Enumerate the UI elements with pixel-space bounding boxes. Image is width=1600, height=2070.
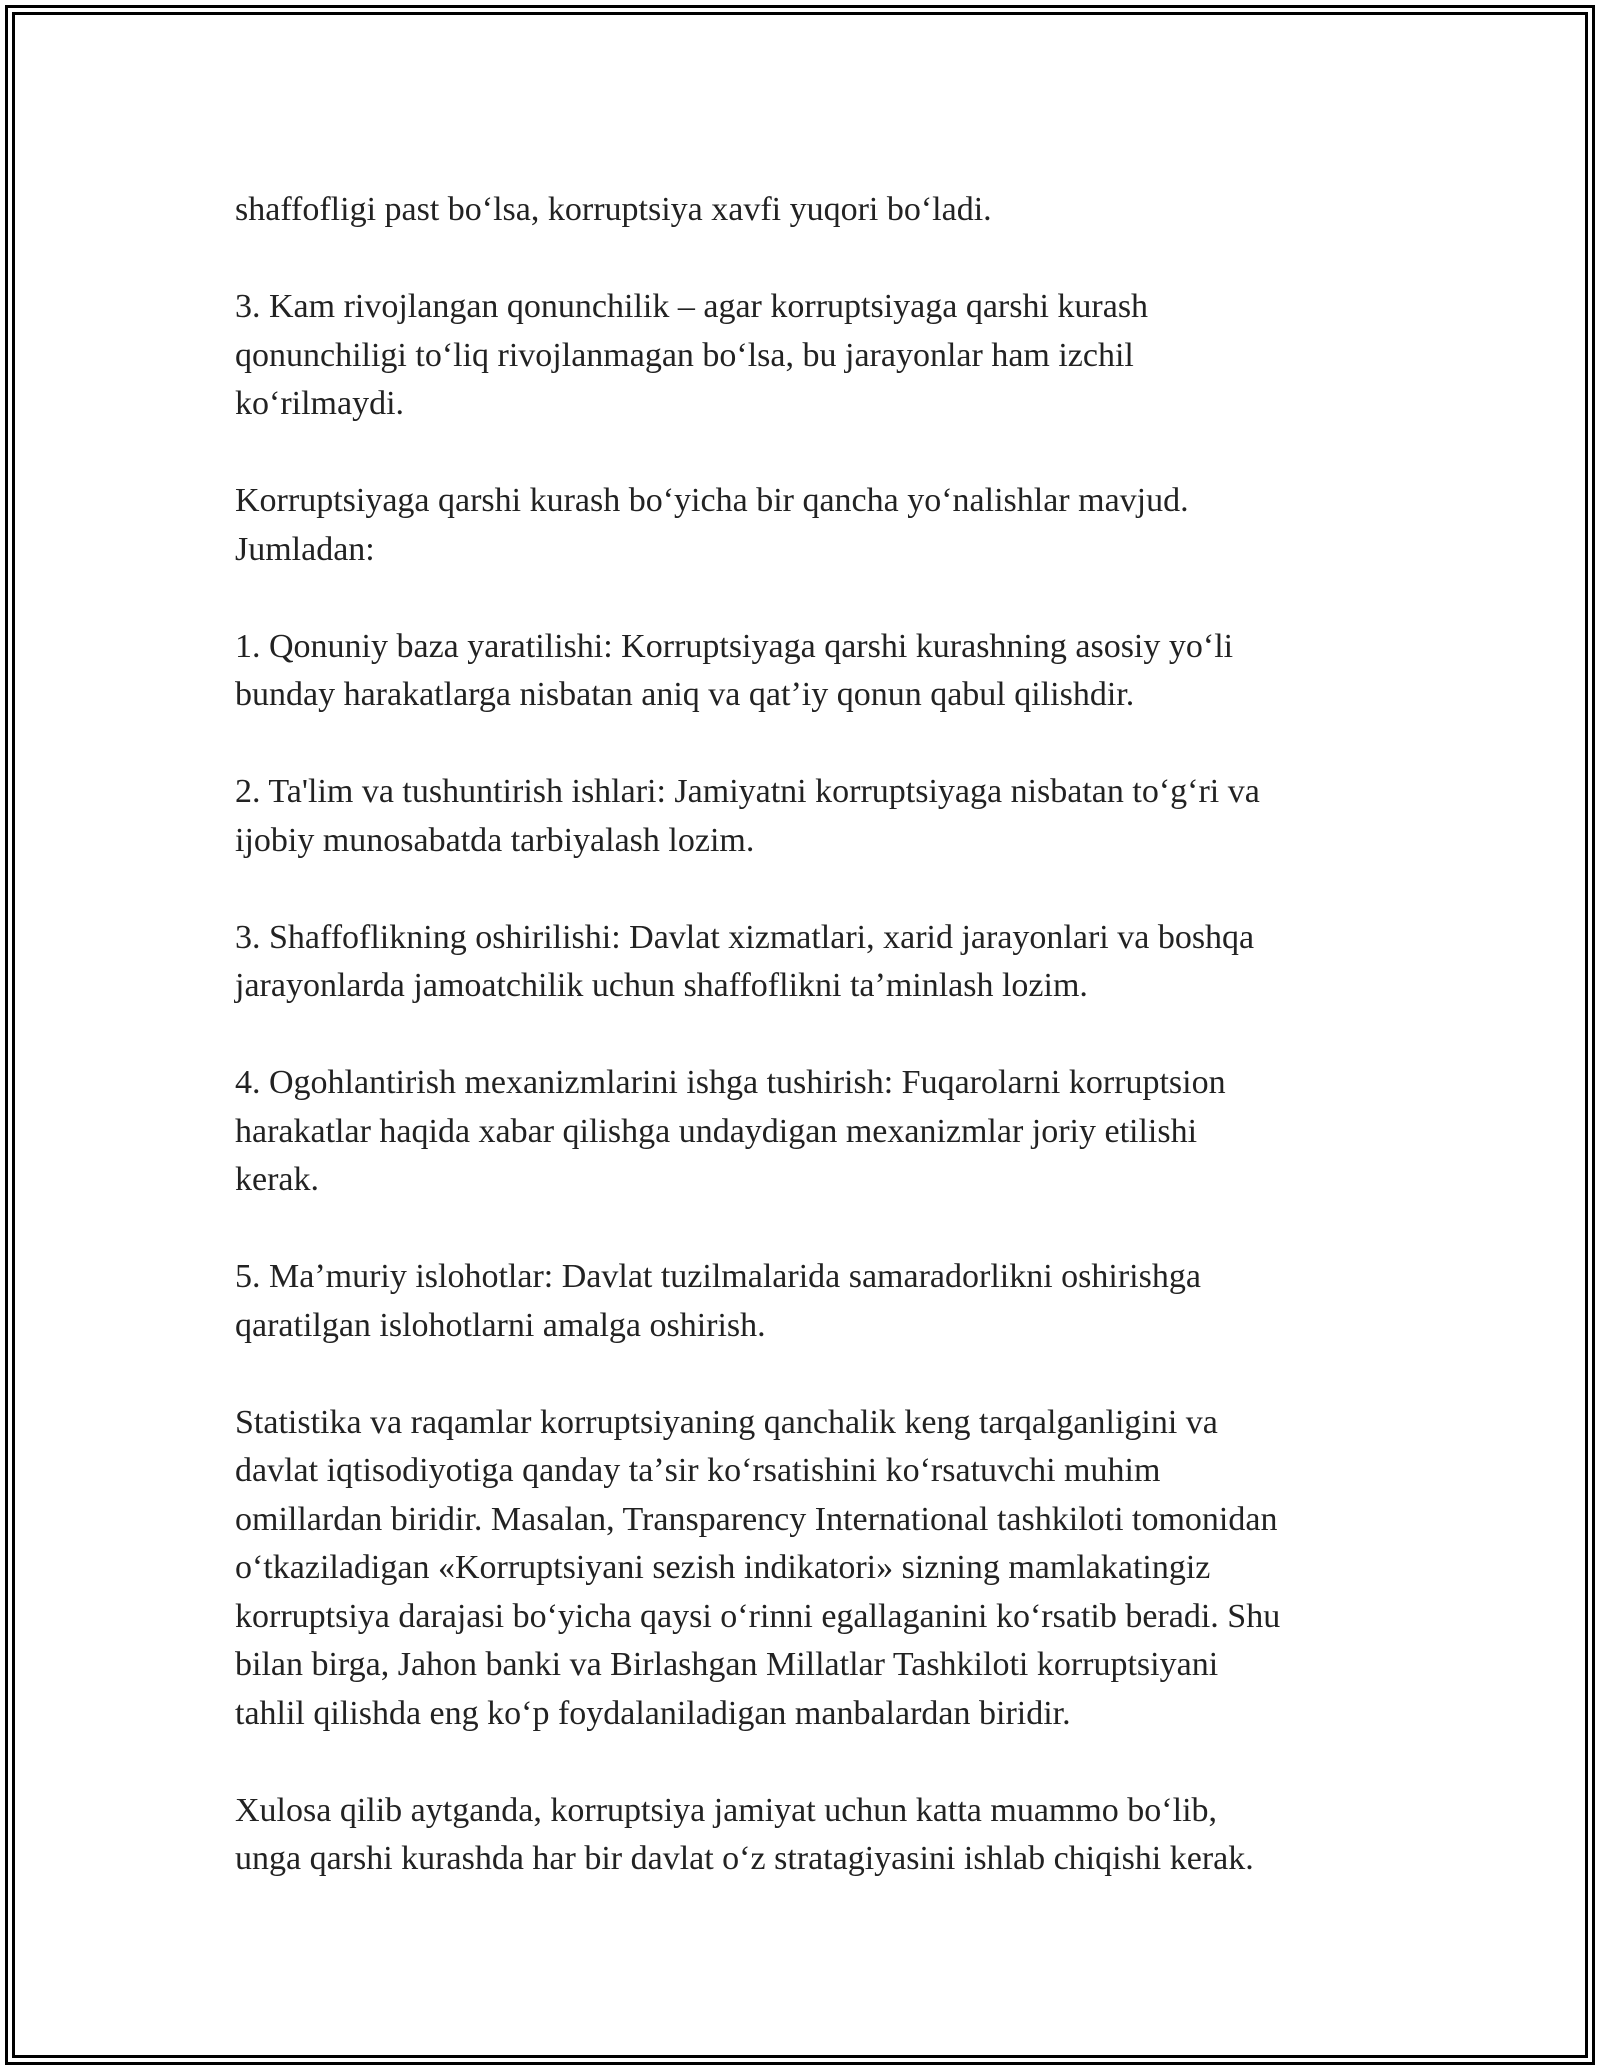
list-item-warning-mechanisms: 4. Ogohlantirish mexanizmlarini ishga tushirish: Fuqarolarni korruptsion harakatlar haqida xabar qilishga undaydigan mexanizmlar joriy etilishi kerak. <box>235 1064 1226 1198</box>
list-item-transparency: 3. Shaffoflikning oshirilishi: Davlat xizmatlari, xarid jarayonlari va boshqa jarayonlarda jamoatchilik uchun shaffoflikni taʼminlash lozim. <box>235 918 1255 1004</box>
paragraph-transparency-risk: shaffofligi past boʻlsa, korruptsiya xavfi yuqori boʻladi. <box>235 191 992 228</box>
paragraph-directions-intro: Korruptsiyaga qarshi kurash boʻyicha bir qancha yoʻnalishlar mavjud. Jumladan: <box>235 482 1189 568</box>
list-item-legal-base: 1. Qonuniy baza yaratilishi: Korruptsiyaga qarshi kurashning asosiy yoʻli bunday harakatlarga nisbatan aniq va qatʼiy qonun qabul qilishdir. <box>235 627 1234 713</box>
paragraph-weak-legislation: 3. Kam rivojlangan qonunchilik – agar korruptsiyaga qarshi kurash qonunchiligi toʻliq rivojlanmagan boʻlsa, bu jarayonlar ham izchil koʻrilmaydi. <box>235 288 1149 422</box>
paragraph-statistics: Statistika va raqamlar korruptsiyaning qanchalik keng tarqalganligini va davlat iqtisodiyotiga qanday taʼsir koʻrsatishini koʻrsatuvchi muhim omillardan biridir. Masalan, Transparency International tashkiloti tomonidan oʻtkaziladigan «Korruptsiyani sezish indikatori» sizning mamlakatingiz korruptsiya darajasi boʻyicha qaysi oʻrinni egallaganini koʻrsatib beradi. Shu bilan birga, Jahon banki va Birlashgan Millatlar Tashkiloti korruptsiyani tahlil qilishda eng koʻp foydalaniladigan manbalardan biridir. <box>235 1403 1281 1732</box>
list-item-administrative-reforms: 5. Maʼmuriy islohotlar: Davlat tuzilmalarida samaradorlikni oshirishga qaratilgan islohotlarni amalga oshirish. <box>235 1258 1201 1344</box>
document-body <box>235 186 1385 1884</box>
list-item-education: 2. Ta'lim va tushuntirish ishlari: Jamiyatni korruptsiyaga nisbatan toʻgʻri va ijobiy munosabatda tarbiyalash lozim. <box>235 773 1260 859</box>
paragraph-conclusion: Xulosa qilib aytganda, korruptsiya jamiyat uchun katta muammo boʻlib, unga qarshi kurashda har bir davlat oʻz stratagiyasini ishlab chiqishi kerak. <box>235 1791 1254 1877</box>
